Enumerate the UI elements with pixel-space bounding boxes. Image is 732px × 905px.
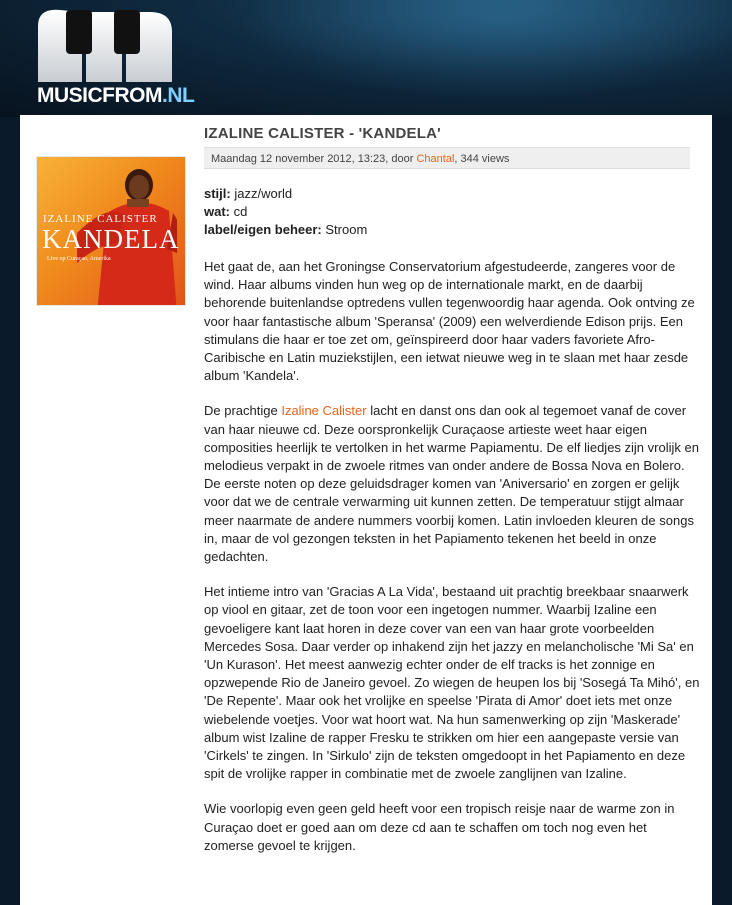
fact-what xyxy=(204,203,367,221)
artist-link[interactable]: Izaline Calister xyxy=(281,403,367,419)
album-cover-image xyxy=(36,156,186,306)
fact-what-label: wat: xyxy=(204,204,230,219)
paragraph-2-start: De prachtige xyxy=(204,403,282,419)
paragraph-2-rest: lacht en danst ons dan ook al tegemoet vanaf de cover van haar nieuwe cd. Deze oorspronkelijk Curaçaose artieste weet haar eigen composities heerlijk te vertolken in het warme Papiamentu. De elf liedjes zijn vrolijk en melodieus verpakt in de zwoele ritmes van onder andere de Bossa Nova en Bolero. De eerste noten op deze geluidsdrager komen van 'Aniversario' en zorgen er gelijk voor dat we de centrale verwarming uit kunnen zetten. De temperatuur stijgt almaar meer naarmate de andere nummers voorbij komen. Latin invloeden kleuren de songs in, maar de vol gezongen teksten in het Papiamento tekenen het beeld in onze gedachten. xyxy=(204,403,699,565)
paragraph-1: Het gaat de, aan het Groningse Conservatorium afgestudeerde, zangeres voor de wind. Haar albums vinden hun weg op de internationale markt, en de daarbij behorende buitenlandse optredens vullen tegenwoordig haar agenda. Ook ontving ze voor haar fantastische album 'Speransa' (2009) een welverdiende Edison prijs. Een stimulans die haar er toe zet om, geïnspireerd door haar vaders favoriete Afro-Caribische en Latin muziekstijlen, een ietwat nieuwe weg in te slaan met haar zesde album 'Kandela'. xyxy=(204,259,695,384)
article-title: IZALINE CALISTER - 'KANDELA' xyxy=(204,125,441,142)
album-facts xyxy=(204,185,367,239)
article-body xyxy=(204,258,700,872)
meta-date: Maandag 12 november 2012, 13:23, door xyxy=(211,153,417,165)
paragraph-3: Het intieme intro van 'Gracias A La Vida', bestaand uit prachtig breekbaar snaarwerk op viool en gitaar, zet de toon voor een ingetogen nummer. Waarbij Izaline een gevoeligere kant laat horen in deze cover van een van haar grote voorbeelden Mercedes Sosa. Daar verder op inhakend zijn het jazzy en melancholische 'Mi Sa' en 'Un Kurason'. Het meest aanwezig echter onder de elf tracks is het zonnige en opzwepende Rio de Janeiro gevoel. Zo wiegen de heupen los bij 'Sosegá Ta Mihó', en 'De Repente'. Maar ook het vrolijke en speelse 'Pirata di Amor' doet iets met onze wiebelende voetjes. Voor wat hoort wat. Na hun samenwerking op zijn 'Maskerade' album wist Izaline de rapper Fresku te strikken om hier een aangepaste versie van 'Cirkels' te zingen. In 'Sirkulo' zijn de teksten omgedoopt in het Papiamento en deze spit de vrolijke rapper in combinatie met de zwoele zanglijnen van Izaline. xyxy=(204,584,700,782)
article-meta xyxy=(204,147,690,169)
fact-style-label: stijl: xyxy=(204,186,231,201)
site-logo-text[interactable] xyxy=(37,84,194,108)
fact-what-value: cd xyxy=(233,204,248,219)
logo-text-tld: .NL xyxy=(162,84,195,107)
site-header xyxy=(0,0,732,117)
fact-style xyxy=(204,185,367,203)
cover-tagline: Live op Curaçao, Amerika xyxy=(47,256,111,262)
fact-style-value: jazz/world xyxy=(234,186,293,201)
fact-label-value: Stroom xyxy=(325,222,368,237)
fact-label-label: label/eigen beheer: xyxy=(204,222,322,237)
cover-artist: IZALINE CALISTER xyxy=(43,213,158,225)
cover-album-title: KANDELA xyxy=(42,224,180,254)
logo-text-main: MUSICFROM xyxy=(37,84,162,107)
fact-label xyxy=(204,221,367,239)
article-page xyxy=(20,115,712,905)
header-glow xyxy=(240,0,732,100)
paragraph-4: Wie voorlopig even geen geld heeft voor een tropisch reisje naar de warme zon in Curaçao doet er goed aan om deze cd aan te schaffen om toch nog even het zomerse gevoel te krijgen. xyxy=(204,801,675,853)
author-link[interactable]: Chantal xyxy=(416,153,455,165)
meta-views: , 344 views xyxy=(454,153,510,165)
paragraph-2 xyxy=(204,402,700,566)
